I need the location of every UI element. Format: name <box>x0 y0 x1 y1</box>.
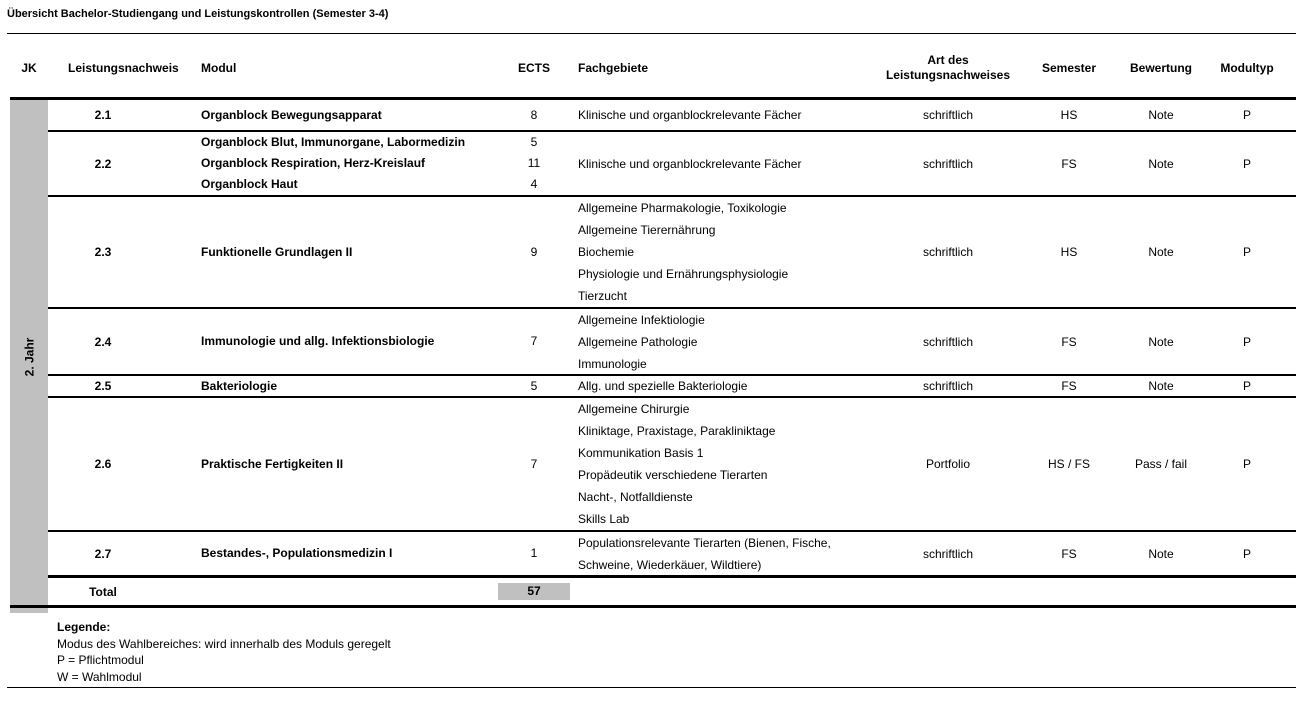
ects-cell <box>498 197 570 307</box>
table-row <box>48 532 1296 578</box>
table-row <box>48 197 1296 309</box>
modul-cell <box>158 132 498 195</box>
fachgebiet-line: Klinische und organblockrelevante Fächer <box>578 108 802 122</box>
ects-value: 4 <box>530 177 538 191</box>
modultyp-cell: P <box>1242 457 1251 471</box>
ects-cell <box>498 532 570 575</box>
fachgebiet-line: Allgemeine Tierernährung <box>578 223 716 237</box>
art-cell: schriftlich <box>922 546 973 561</box>
bewertung-cell: Note <box>1148 245 1174 259</box>
legend-heading: Legende: <box>57 620 111 634</box>
table-header-row <box>10 34 1296 97</box>
semester-cell: HS <box>1060 108 1078 122</box>
col-header-leistungsnachweis: Leistungsnachweis <box>68 60 179 75</box>
fachgebiet-line: Kliniktage, Praxistage, Parakliniktage <box>578 424 776 438</box>
ects-cell <box>498 132 570 195</box>
modultyp-cell: P <box>1242 546 1251 561</box>
modul-name: Organblock Blut, Immunorgane, Labormedizin <box>201 135 466 149</box>
fachgebiet-line: Biochemie <box>578 245 635 259</box>
col-header-fachgebiete: Fachgebiete <box>578 60 649 75</box>
ects-value: 7 <box>530 334 538 348</box>
ects-value: 9 <box>530 244 538 259</box>
ects-cell <box>498 100 570 130</box>
fachgebiete-cell <box>570 532 868 575</box>
fachgebiet-line: Physiologie und Ernährungsphysiologie <box>578 267 789 281</box>
modultyp-cell: P <box>1242 156 1251 171</box>
ects-value: 8 <box>530 107 538 122</box>
leistungsnachweis-cell: 2.4 <box>94 334 112 349</box>
header-divider <box>10 97 1296 100</box>
total-art-cell <box>868 578 1028 605</box>
semester-cell: HS / FS <box>1047 457 1090 471</box>
leistungsnachweis-cell: 2.6 <box>94 457 112 471</box>
fachgebiet-line: Allgemeine Infektiologie <box>578 312 705 327</box>
total-sem-cell <box>1028 578 1110 605</box>
fachgebiet-line: Immunologie <box>578 356 647 371</box>
modul-name: Immunologie und allg. Infektionsbiologie <box>201 334 435 348</box>
ects-value: 11 <box>527 156 541 170</box>
total-ects-highlight: 57 <box>498 583 570 600</box>
ects-cell <box>498 309 570 374</box>
modultyp-cell: P <box>1242 379 1251 393</box>
modultyp-cell: P <box>1242 245 1251 259</box>
art-cell: schriftlich <box>922 334 973 349</box>
modultyp-cell: P <box>1242 334 1251 349</box>
total-typ-cell <box>1212 578 1282 605</box>
bewertung-cell: Note <box>1148 546 1174 561</box>
row-spacer <box>1282 309 1296 374</box>
row-spacer <box>1282 398 1296 530</box>
bewertung-cell: Pass / fail <box>1134 457 1188 471</box>
fachgebiet-line: Allgemeine Chirurgie <box>578 402 690 416</box>
semester-cell: FS <box>1061 334 1077 349</box>
leistungsnachweis-cell: 2.5 <box>94 379 112 393</box>
bewertung-cell: Note <box>1148 379 1174 393</box>
total-modul-cell <box>158 578 498 605</box>
modul-name: Organblock Bewegungsapparat <box>201 107 382 122</box>
table-row <box>48 309 1296 376</box>
col-header-art-des-leistungsnachweises <box>868 53 1028 83</box>
bewertung-cell: Note <box>1148 334 1174 349</box>
fachgebiet-line: Schweine, Wiederkäuer, Wildtiere) <box>578 557 762 572</box>
leistungsnachweis-cell: 2.1 <box>94 108 112 122</box>
leistungsnachweis-cell: 2.7 <box>94 546 112 561</box>
modul-name: Funktionelle Grundlagen II <box>201 244 353 259</box>
page-title: Übersicht Bachelor-Studiengang und Leistungskontrollen (Semester 3-4) <box>7 8 389 20</box>
col-header-art-line2: Leistungsnachweises <box>885 67 1011 82</box>
legend-line: P = Pflichtmodul <box>57 653 144 667</box>
col-header-jk: JK <box>21 60 37 75</box>
row-spacer <box>1282 578 1296 605</box>
row-spacer <box>1282 100 1296 130</box>
semester-cell: FS <box>1061 546 1077 561</box>
modultyp-cell: P <box>1242 108 1251 122</box>
year-label: 2. Jahr <box>22 337 37 376</box>
total-bew-cell <box>1110 578 1212 605</box>
modul-name: Praktische Fertigkeiten II <box>201 456 344 471</box>
art-cell: schriftlich <box>922 156 973 171</box>
col-header-bewertung: Bewertung <box>1129 60 1192 75</box>
fachgebiet-line: Allg. und spezielle Bakteriologie <box>578 379 748 393</box>
fachgebiet-line: Skills Lab <box>578 512 630 526</box>
table-body <box>10 100 1296 605</box>
fachgebiete-cell <box>570 197 868 307</box>
total-label: Total <box>89 584 117 599</box>
fachgebiete-cell <box>570 309 868 374</box>
semester-cell: FS <box>1061 156 1077 171</box>
art-cell: Portfolio <box>925 457 971 471</box>
modul-cell <box>158 309 498 374</box>
ects-value: 5 <box>530 135 538 149</box>
fachgebiete-cell <box>570 100 868 130</box>
fachgebiete-cell <box>570 398 868 530</box>
legend-divider <box>7 687 1296 688</box>
ects-value: 5 <box>530 378 538 393</box>
year-band <box>10 100 48 613</box>
table-row <box>48 376 1296 398</box>
bewertung-cell: Note <box>1148 108 1174 122</box>
modul-cell <box>158 100 498 130</box>
col-header-ects: ECTS <box>517 60 550 75</box>
fachgebiete-cell <box>570 132 868 195</box>
table-row <box>48 100 1296 132</box>
fachgebiet-line: Allgemeine Pathologie <box>578 334 698 349</box>
col-header-art-line1: Art des <box>927 52 969 67</box>
legend-line: W = Wahlmodul <box>57 669 142 684</box>
fachgebiet-line: Kommunikation Basis 1 <box>578 446 704 460</box>
col-header-modul: Modul <box>201 60 237 75</box>
total-fach-cell <box>570 578 868 605</box>
fachgebiete-cell <box>570 376 868 396</box>
bewertung-cell: Note <box>1148 156 1174 171</box>
modul-name: Bakteriologie <box>201 378 278 393</box>
leistungsnachweis-cell: 2.3 <box>94 245 112 259</box>
table-row <box>48 132 1296 197</box>
row-spacer <box>1282 532 1296 575</box>
ects-cell <box>498 376 570 396</box>
row-spacer <box>1282 197 1296 307</box>
modul-cell <box>158 398 498 530</box>
total-row <box>48 578 1296 605</box>
semester-cell: HS <box>1060 245 1078 259</box>
fachgebiet-line: Populationsrelevante Tierarten (Bienen, Fische, <box>578 535 831 550</box>
ects-value: 7 <box>530 456 538 471</box>
col-header-semester: Semester <box>1041 60 1097 75</box>
art-cell: schriftlich <box>922 245 973 259</box>
semester-cell: FS <box>1061 379 1077 393</box>
art-cell: schriftlich <box>922 379 973 393</box>
fachgebiet-line: Allgemeine Pharmakologie, Toxikologie <box>578 201 787 215</box>
fachgebiet-line: Nacht-, Notfalldienste <box>578 490 693 504</box>
row-spacer <box>1282 132 1296 195</box>
fachgebiet-line: Klinische und organblockrelevante Fächer <box>578 156 802 171</box>
table-row <box>48 398 1296 532</box>
art-cell: schriftlich <box>922 108 973 122</box>
modul-name: Bestandes-, Populationsmedizin I <box>201 546 393 560</box>
legend-line: Modus des Wahlbereiches: wird innerhalb des Moduls geregelt <box>57 636 391 651</box>
modul-cell <box>158 197 498 307</box>
col-header-modultyp: Modultyp <box>1220 60 1274 75</box>
row-spacer <box>1282 376 1296 396</box>
leistungsnachweis-cell: 2.2 <box>94 156 112 171</box>
modul-cell <box>158 532 498 575</box>
ects-cell <box>498 398 570 530</box>
fachgebiet-line: Propädeutik verschiedene Tierarten <box>578 468 768 482</box>
ects-value: 1 <box>530 546 538 560</box>
fachgebiet-line: Tierzucht <box>578 289 627 303</box>
modul-name: Organblock Respiration, Herz-Kreislauf <box>201 156 426 170</box>
modul-name: Organblock Haut <box>201 177 298 191</box>
total-ects-cell <box>498 578 570 605</box>
modul-cell <box>158 376 498 396</box>
legend <box>57 619 391 685</box>
table-bottom-divider <box>10 605 1296 608</box>
